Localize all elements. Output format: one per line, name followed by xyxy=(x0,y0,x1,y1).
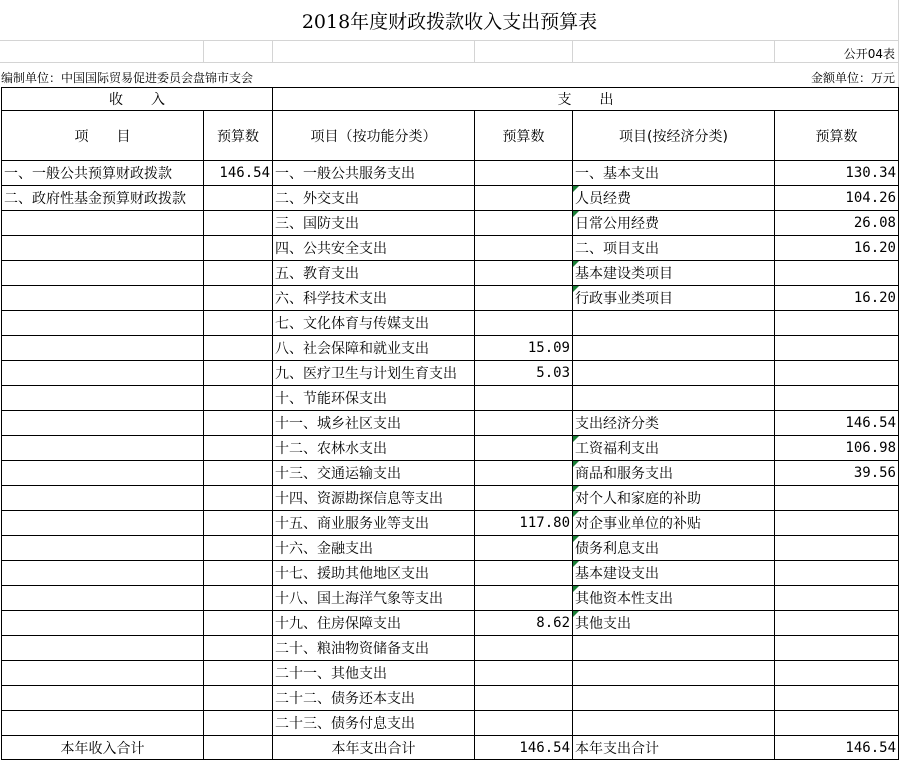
econ-item-cell xyxy=(573,686,775,711)
income-item-cell xyxy=(2,636,204,661)
econ-value-cell xyxy=(775,561,899,586)
econ-value-cell xyxy=(775,661,899,686)
econ-value-cell: 16.20 xyxy=(775,236,899,261)
func-item-cell: 十三、交通运输支出 xyxy=(273,461,475,486)
income-budget-header: 预算数 xyxy=(204,111,273,161)
func-value-cell xyxy=(475,686,573,711)
func-value-cell: 15.09 xyxy=(475,336,573,361)
income-item-cell xyxy=(2,711,204,736)
econ-item-cell xyxy=(573,661,775,686)
income-value-cell xyxy=(204,561,273,586)
page-title: 2018年度财政拨款收入支出预算表 xyxy=(301,10,598,33)
table-row xyxy=(2,561,899,586)
income-item-cell: 一、一般公共预算财政拨款 xyxy=(2,161,204,186)
func-item-cell: 七、文化体育与传媒支出 xyxy=(273,311,475,336)
income-item-cell xyxy=(2,386,204,411)
income-value-cell xyxy=(204,311,273,336)
func-item-cell: 六、科学技术支出 xyxy=(273,286,475,311)
income-value-cell xyxy=(204,436,273,461)
func-value-cell xyxy=(475,586,573,611)
econ-item-cell: 基本建设类项目 xyxy=(573,261,775,286)
table-row xyxy=(2,361,899,386)
table-row xyxy=(2,436,899,461)
econ-item-cell xyxy=(573,636,775,661)
income-item-cell xyxy=(2,361,204,386)
income-item-header: 项 目 xyxy=(2,111,204,161)
func-item-cell: 二十三、债务付息支出 xyxy=(273,711,475,736)
func-value-cell xyxy=(475,486,573,511)
form-code: 公开04表 xyxy=(843,47,895,61)
income-value-cell xyxy=(204,536,273,561)
econ-value-cell: 106.98 xyxy=(775,436,899,461)
income-item-cell xyxy=(2,461,204,486)
econ-item-cell: 商品和服务支出 xyxy=(573,461,775,486)
econ-value-cell xyxy=(775,511,899,536)
econ-item-cell: 对企事业单位的补贴 xyxy=(573,511,775,536)
income-value-cell xyxy=(204,211,273,236)
table-row xyxy=(2,311,899,336)
income-item-cell xyxy=(2,586,204,611)
table-row xyxy=(2,186,899,211)
func-value-cell: 8.62 xyxy=(475,611,573,636)
func-value-cell xyxy=(475,161,573,186)
func-item-cell: 三、国防支出 xyxy=(273,211,475,236)
income-value-cell xyxy=(204,186,273,211)
econ-value-cell xyxy=(775,361,899,386)
income-item-cell xyxy=(2,336,204,361)
income-value-cell xyxy=(204,486,273,511)
income-value-cell xyxy=(204,411,273,436)
table-row xyxy=(2,161,899,186)
func-value-cell xyxy=(475,436,573,461)
econ-value-cell xyxy=(775,311,899,336)
table-row xyxy=(2,461,899,486)
econ-item-cell: 二、项目支出 xyxy=(573,236,775,261)
econ-total-label: 本年支出合计 xyxy=(573,736,775,760)
econ-item-cell xyxy=(573,711,775,736)
table-row xyxy=(2,386,899,411)
func-value-cell xyxy=(475,661,573,686)
func-value-cell xyxy=(475,261,573,286)
section-header-row xyxy=(2,88,899,111)
table-row xyxy=(2,236,899,261)
func-value-cell xyxy=(475,561,573,586)
table-row xyxy=(2,261,899,286)
econ-item-cell xyxy=(573,336,775,361)
econ-item-cell: 对个人和家庭的补助 xyxy=(573,486,775,511)
table-row xyxy=(2,336,899,361)
econ-item-cell: 其他支出 xyxy=(573,611,775,636)
income-value-cell: 146.54 xyxy=(204,161,273,186)
column-header-row xyxy=(2,111,899,161)
func-item-cell: 一、一般公共服务支出 xyxy=(273,161,475,186)
income-item-cell xyxy=(2,436,204,461)
income-item-cell xyxy=(2,311,204,336)
income-item-cell xyxy=(2,411,204,436)
income-value-cell xyxy=(204,661,273,686)
func-item-cell: 十、节能环保支出 xyxy=(273,386,475,411)
table-row xyxy=(2,486,899,511)
income-total-label: 本年收入合计 xyxy=(2,736,204,760)
table-row xyxy=(2,286,899,311)
income-item-cell xyxy=(2,486,204,511)
func-value-cell xyxy=(475,236,573,261)
income-value-cell xyxy=(204,636,273,661)
income-value-cell xyxy=(204,361,273,386)
econ-value-cell xyxy=(775,536,899,561)
income-value-cell xyxy=(204,686,273,711)
income-item-cell xyxy=(2,536,204,561)
func-budget-header: 预算数 xyxy=(475,111,573,161)
table-row xyxy=(2,211,899,236)
func-value-cell: 117.80 xyxy=(475,511,573,536)
econ-item-cell: 债务利息支出 xyxy=(573,536,775,561)
func-item-cell: 二十一、其他支出 xyxy=(273,661,475,686)
econ-value-cell: 39.56 xyxy=(775,461,899,486)
func-item-cell: 十五、商业服务业等支出 xyxy=(273,511,475,536)
func-item-cell: 九、医疗卫生与计划生育支出 xyxy=(273,361,475,386)
econ-value-cell: 104.26 xyxy=(775,186,899,211)
table-row xyxy=(2,536,899,561)
econ-value-cell: 146.54 xyxy=(775,411,899,436)
income-item-cell xyxy=(2,236,204,261)
income-value-cell xyxy=(204,611,273,636)
budget-table xyxy=(1,87,899,760)
func-value-cell xyxy=(475,461,573,486)
func-value-cell: 5.03 xyxy=(475,361,573,386)
table-row xyxy=(2,661,899,686)
econ-item-cell: 其他资本性支出 xyxy=(573,586,775,611)
income-item-cell: 二、政府性基金预算财政拨款 xyxy=(2,186,204,211)
econ-item-cell xyxy=(573,386,775,411)
econ-value-cell xyxy=(775,711,899,736)
func-item-cell: 二十二、债务还本支出 xyxy=(273,686,475,711)
table-row xyxy=(2,586,899,611)
func-total-value: 146.54 xyxy=(475,736,573,760)
totals-row xyxy=(2,736,899,760)
income-item-cell xyxy=(2,211,204,236)
func-item-cell: 四、公共安全支出 xyxy=(273,236,475,261)
econ-item-cell: 人员经费 xyxy=(573,186,775,211)
func-item-cell: 十八、国土海洋气象等支出 xyxy=(273,586,475,611)
income-value-cell xyxy=(204,336,273,361)
func-item-cell: 五、教育支出 xyxy=(273,261,475,286)
income-value-cell xyxy=(204,236,273,261)
econ-value-cell xyxy=(775,611,899,636)
income-value-cell xyxy=(204,711,273,736)
econ-budget-header: 预算数 xyxy=(775,111,899,161)
func-value-cell xyxy=(475,711,573,736)
func-item-cell: 八、社会保障和就业支出 xyxy=(273,336,475,361)
econ-value-cell xyxy=(775,386,899,411)
econ-item-cell xyxy=(573,311,775,336)
econ-value-cell: 26.08 xyxy=(775,211,899,236)
econ-value-cell xyxy=(775,261,899,286)
table-row xyxy=(2,511,899,536)
econ-value-cell xyxy=(775,636,899,661)
func-item-cell: 二、外交支出 xyxy=(273,186,475,211)
income-item-cell xyxy=(2,661,204,686)
expense-section-header: 支 出 xyxy=(273,88,899,111)
func-value-cell xyxy=(475,411,573,436)
func-item-header: 项目（按功能分类） xyxy=(273,111,475,161)
econ-total-value: 146.54 xyxy=(775,736,899,760)
amount-unit: 金额单位：万元 xyxy=(810,71,895,85)
econ-value-cell: 16.20 xyxy=(775,286,899,311)
econ-item-cell: 支出经济分类 xyxy=(573,411,775,436)
func-item-cell: 十六、金融支出 xyxy=(273,536,475,561)
econ-item-cell xyxy=(573,361,775,386)
econ-value-cell xyxy=(775,586,899,611)
income-item-cell xyxy=(2,611,204,636)
table-row xyxy=(2,611,899,636)
income-item-cell xyxy=(2,686,204,711)
table-row xyxy=(2,711,899,736)
econ-item-cell: 日常公用经费 xyxy=(573,211,775,236)
econ-item-cell: 工资福利支出 xyxy=(573,436,775,461)
func-item-cell: 十一、城乡社区支出 xyxy=(273,411,475,436)
table-row xyxy=(2,686,899,711)
income-item-cell xyxy=(2,286,204,311)
econ-item-cell: 一、基本支出 xyxy=(573,161,775,186)
income-value-cell xyxy=(204,261,273,286)
func-total-label: 本年支出合计 xyxy=(273,736,475,760)
table-row xyxy=(2,636,899,661)
income-item-cell xyxy=(2,511,204,536)
income-item-cell xyxy=(2,561,204,586)
func-item-cell: 十七、援助其他地区支出 xyxy=(273,561,475,586)
econ-value-cell xyxy=(775,686,899,711)
econ-item-cell: 基本建设支出 xyxy=(573,561,775,586)
func-item-cell: 十九、住房保障支出 xyxy=(273,611,475,636)
func-value-cell xyxy=(475,211,573,236)
func-item-cell: 十四、资源勘探信息等支出 xyxy=(273,486,475,511)
income-value-cell xyxy=(204,586,273,611)
func-value-cell xyxy=(475,186,573,211)
econ-value-cell xyxy=(775,336,899,361)
income-section-header: 收 入 xyxy=(2,88,273,111)
income-value-cell xyxy=(204,386,273,411)
table-row xyxy=(2,411,899,436)
func-item-cell: 二十、粮油物资储备支出 xyxy=(273,636,475,661)
econ-value-cell: 130.34 xyxy=(775,161,899,186)
econ-item-cell: 行政事业类项目 xyxy=(573,286,775,311)
econ-item-header: 项目(按经济分类) xyxy=(573,111,775,161)
func-value-cell xyxy=(475,536,573,561)
func-item-cell: 十二、农林水支出 xyxy=(273,436,475,461)
econ-value-cell xyxy=(775,486,899,511)
income-value-cell xyxy=(204,286,273,311)
income-item-cell xyxy=(2,261,204,286)
income-value-cell xyxy=(204,461,273,486)
income-total-value xyxy=(204,736,273,760)
unit-label: 编制单位：中国国际贸易促进委员会盘锦市支会 xyxy=(1,71,254,85)
func-value-cell xyxy=(475,311,573,336)
func-value-cell xyxy=(475,286,573,311)
income-value-cell xyxy=(204,511,273,536)
func-value-cell xyxy=(475,636,573,661)
func-value-cell xyxy=(475,386,573,411)
